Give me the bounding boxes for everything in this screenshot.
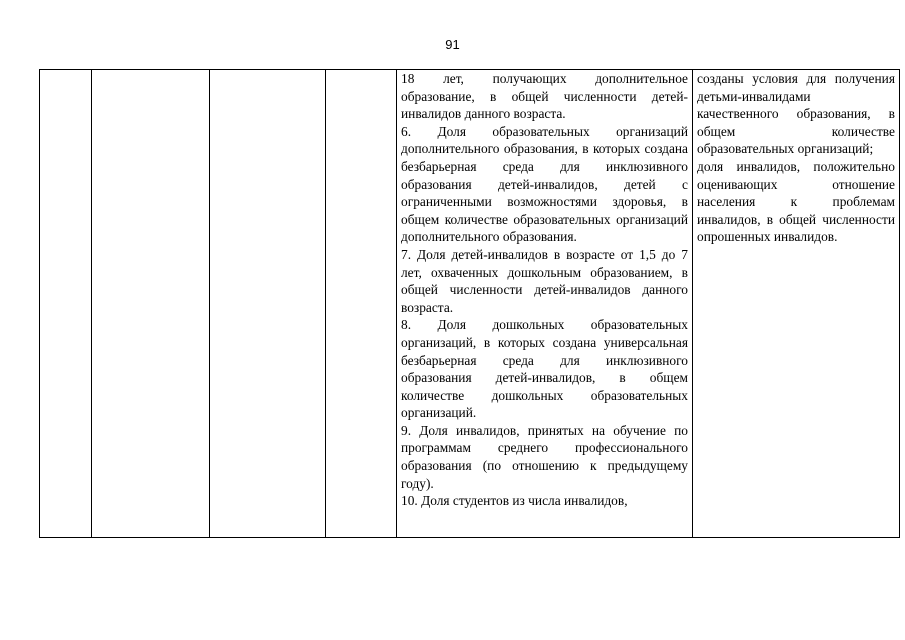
indicator-paragraph: 6. Доля образовательных организаций дополнительного образования, в которых создана безбарьерная среда для инклюзивного образования детей-инвалидов, детей с ограниченными возможностями здоровья, в общем количестве образовательных организаций дополнительного образования. [401, 123, 688, 245]
result-paragraph: доля инвалидов, положительно оценивающих отношение населения к проблемам инвалидов, в общей численности опрошенных инвалидов. [697, 158, 895, 245]
indicator-paragraph: 18 лет, получающих дополнительное образование, в общей численности детей-инвалидов данного возраста. [401, 71, 688, 122]
table-cell-col-1 [40, 70, 92, 538]
result-paragraph: созданы условия для получения детьми-инвалидами качественного образования, в общем количестве образовательных организаций; [697, 71, 895, 157]
table-cell-col-2 [92, 70, 210, 538]
table-cell-indicators [397, 70, 693, 538]
indicator-paragraph: 10. Доля студентов из числа инвалидов, [401, 493, 628, 509]
document-table [39, 69, 900, 538]
table-row [40, 70, 900, 538]
indicator-paragraph: 9. Доля инвалидов, принятых на обучение по программам среднего профессионального образования (по отношению к предыдущему году). [401, 422, 688, 491]
page-number: 91 [445, 37, 460, 52]
table-cell-col-3 [210, 70, 326, 538]
table-cell-results [693, 70, 900, 538]
indicator-paragraph: 7. Доля детей-инвалидов в возрасте от 1,5 до 7 лет, охваченных дошкольным образованием, в общей численности детей-инвалидов данного возраста. [401, 246, 688, 315]
table-cell-col-4 [326, 70, 397, 538]
indicator-paragraph: 8. Доля дошкольных образовательных организаций, в которых создана универсальная безбарьерная среда для инклюзивного образования детей-инвалидов, в общем количестве дошкольных образовательных организаций. [401, 317, 688, 421]
